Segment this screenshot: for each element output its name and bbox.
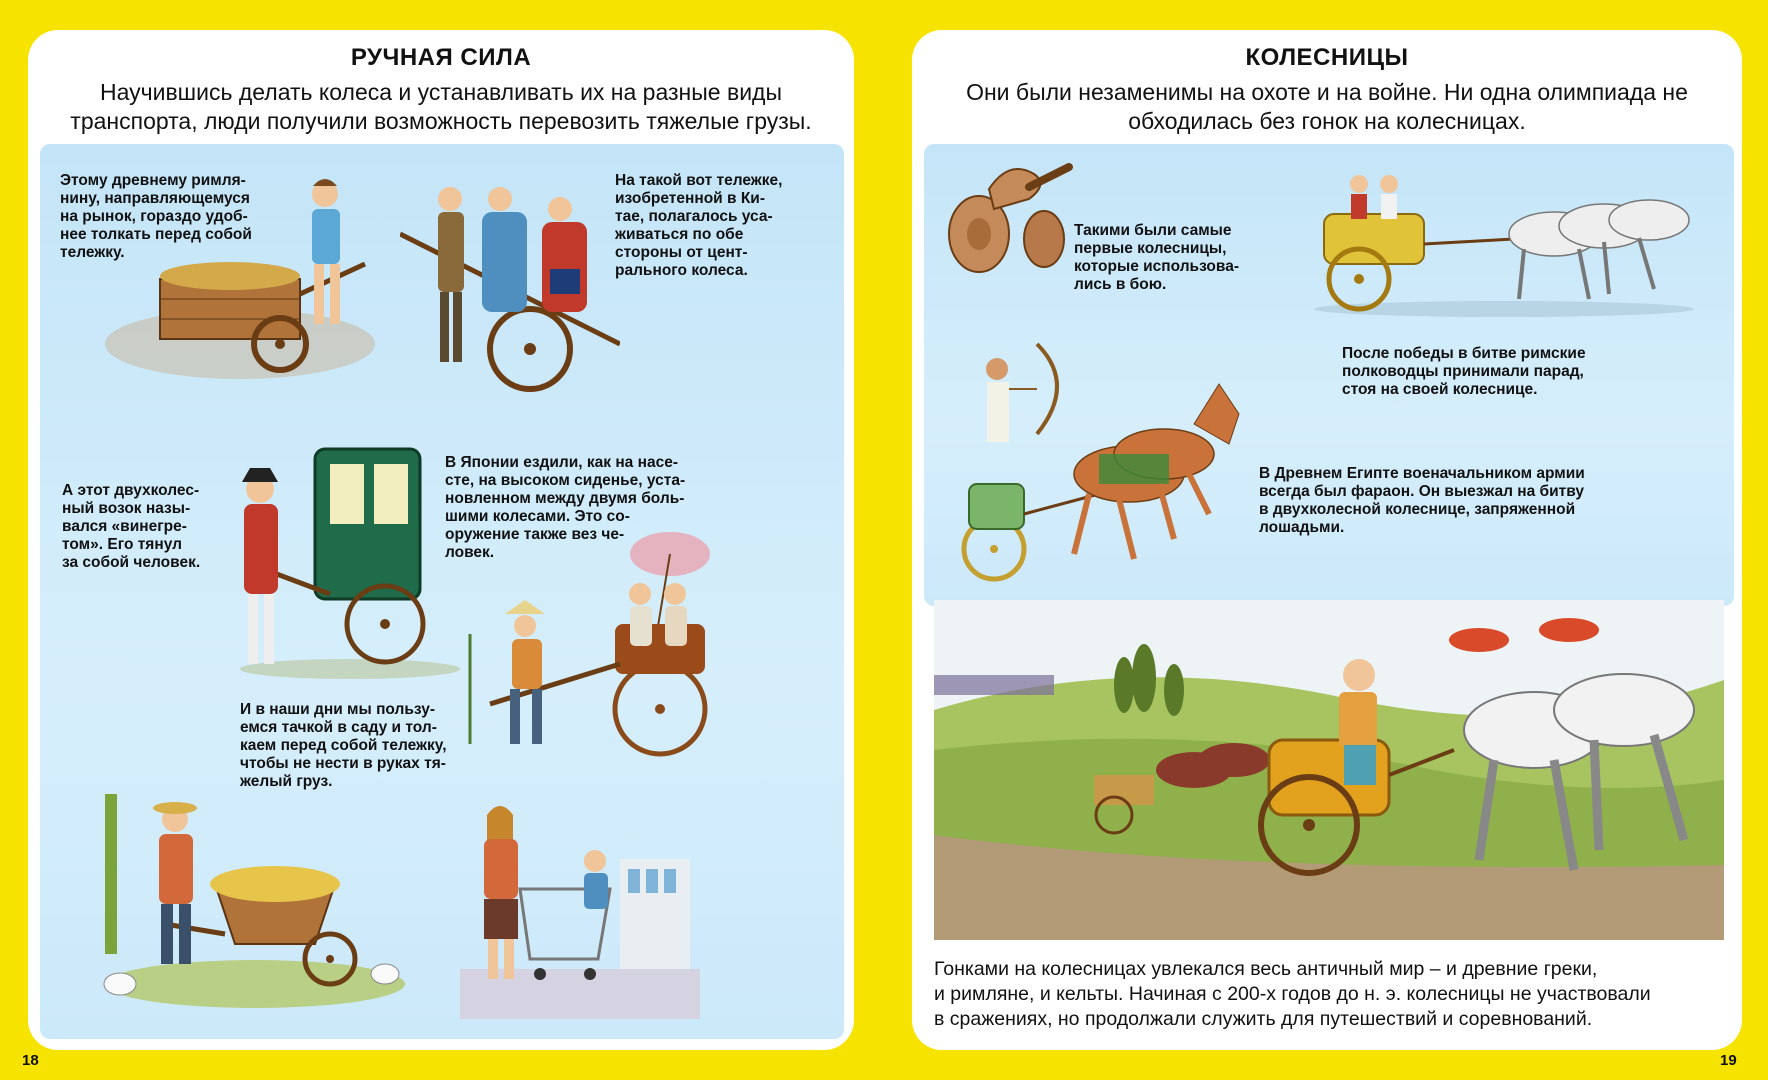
- vinegret-illustration: [220, 444, 470, 684]
- left-page: [28, 30, 854, 1050]
- page-title-hand-power: РУЧНАЯ СИЛА: [350, 44, 532, 71]
- caption-egypt: В Древнем Египте военачальником армии всегда был фараон. Он выезжал на битву в двухколесной колеснице, запряженной лошадьми.: [1259, 465, 1585, 536]
- roman-parade-chariot-illustration: [1304, 154, 1704, 319]
- chinese-cart-illustration: [400, 174, 620, 404]
- bottom-paragraph: Гонками на колесницах увлекался весь античный мир – и древние греки, и римляне, и кельты. Начиная с 200-х годов до н. э. колесницы не участвовали в сражениях, но продолжали служить для путешествий и соревнований.: [934, 958, 1651, 1030]
- caption-today: И в наши дни мы пользу- емся тачкой в саду и тол- каем перед собой тележку, чтобы не нести в руках тя- желый груз.: [240, 701, 447, 790]
- caption-japan: В Японии ездили, как на насе- сте, на высоком сиденье, уста- новленном между двумя боль- шими колесами. Это со- оружение также вез че- ловек.: [445, 454, 686, 561]
- page-number-left: 18: [22, 1052, 39, 1069]
- caption-first-chariots: Такими были самые первые колесницы, которые использова- лись в бою.: [1074, 222, 1239, 293]
- wheelbarrow-illustration: [85, 784, 405, 1014]
- japan-rickshaw-illustration: [450, 524, 730, 764]
- caption-chinese-cart: На такой вот тележке, изобретенной в Ки- тае, полагалось уса- живаться по обе стороны от цент- рального колеса.: [615, 172, 783, 279]
- left-illustration-panel: [40, 144, 844, 1039]
- page-number-right: 19: [1720, 1052, 1737, 1069]
- egypt-chariot-illustration: [949, 324, 1249, 594]
- caption-roman-cart: Этому древнему римля- нину, направляющемуся на рынок, гораздо удоб- нее толкать перед собой тележку.: [60, 172, 252, 261]
- right-illustration-panel: [924, 144, 1734, 606]
- caption-vinegret: А этот двухколес- ный возок назы- вался «винегре- том». Его тянул за собой человек.: [62, 482, 201, 571]
- page-intro-right: Они были незаменимы на охоте и на войне. Ни одна олимпиада не обходилась без гонок на колесницах.: [966, 79, 1688, 134]
- right-page: [912, 30, 1742, 1050]
- caption-roman-parade: После победы в битве римские полководцы принимали парад, стоя на своей колеснице.: [1342, 345, 1586, 398]
- shopping-cart-illustration: [460, 799, 700, 1019]
- first-chariot-illustration: [934, 149, 1074, 279]
- page-title-chariots: КОЛЕСНИЦЫ: [1245, 44, 1409, 71]
- chariot-race-illustration: [934, 600, 1724, 940]
- roman-cart-illustration: [100, 164, 390, 394]
- page-intro-left: Научившись делать колеса и устанавливать их на разные виды транспорта, люди получили возможность перевозить тяжелые грузы.: [70, 79, 812, 134]
